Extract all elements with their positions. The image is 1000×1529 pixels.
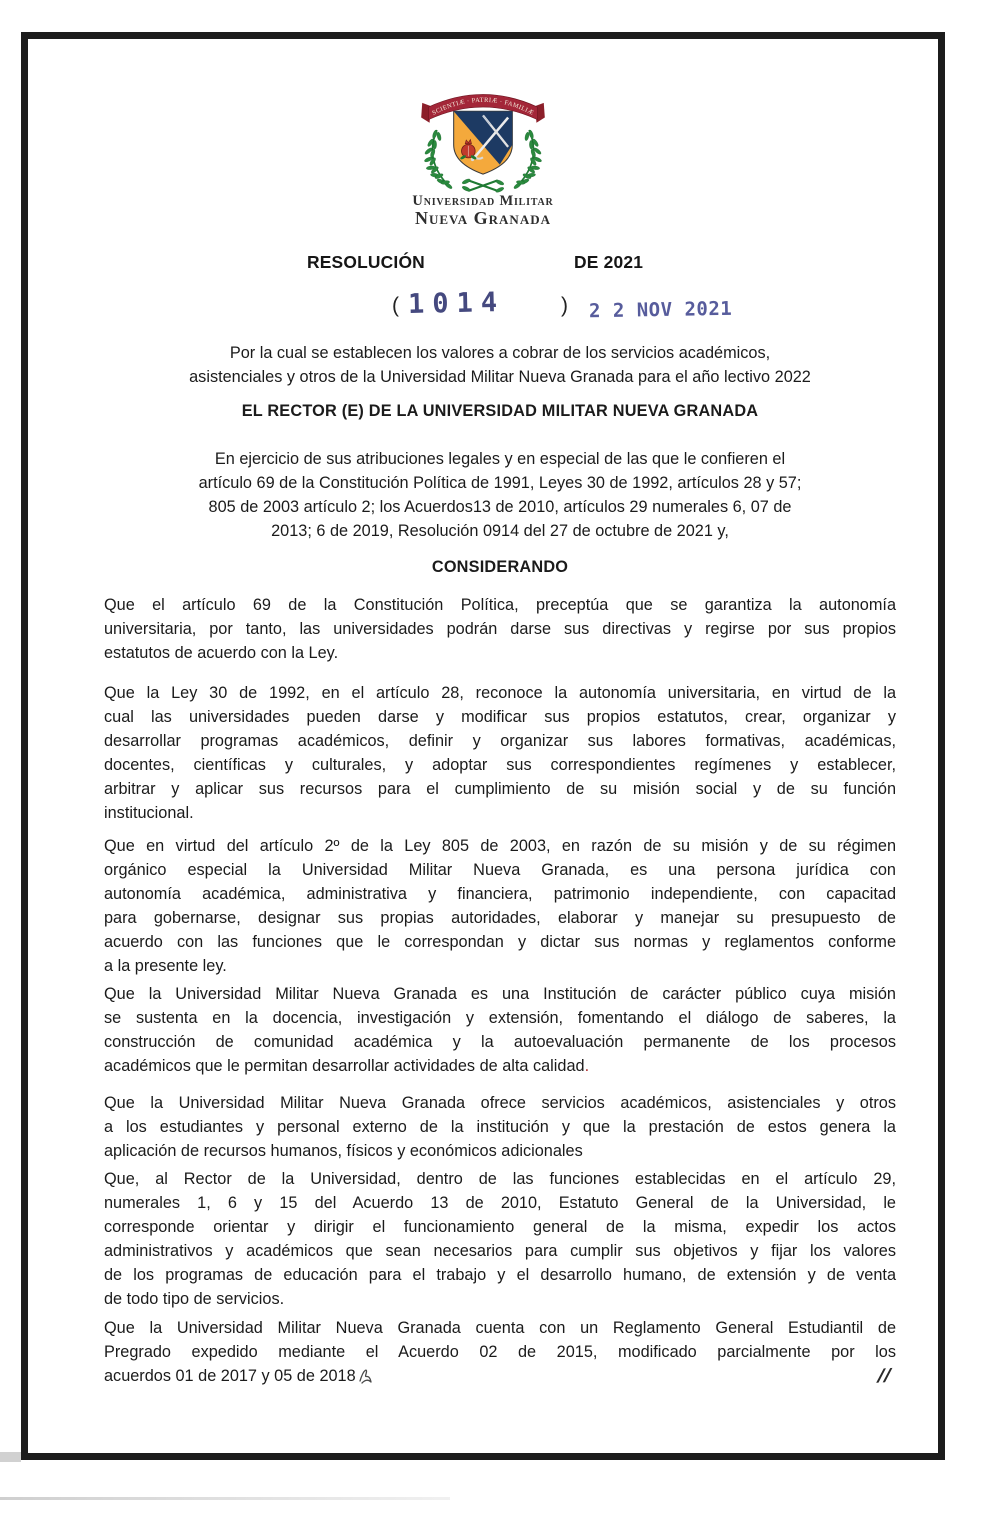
university-crest-logo: [398, 84, 568, 228]
considering-heading: CONSIDERANDO: [431, 558, 569, 576]
paragraph-4-last-line: [104, 1054, 896, 1078]
considering-paragraph-6: Que, al Rector de la Universidad, dentro de las funciones establecidas en el artículo 29, numerales 1, 6 y 15 del Acuerdo 13 de 2010, Estatuto General de la Universidad, le corresponde orientar y dirigir el funcionamiento general de la misma, expedir los actos administrativos y académicos que sean necesarios para cumplir sus objetivos y fijar los valores de los programas de educación para el trabajo y el desarrollo humano, de extensión y de venta de todo tipo de servicios.: [104, 1170, 896, 1308]
resolution-year-label: DE 2021: [574, 252, 644, 272]
scan-line-artifact: [0, 1497, 450, 1500]
paren-close: ): [561, 294, 568, 317]
paragraph-7-last-text: acuerdos 01 de 2017 y 05 de 2018: [104, 1367, 356, 1385]
paren-open: (: [392, 294, 399, 317]
considering-paragraph-1: Que el artículo 69 de la Constitución Política, preceptúa que se garantiza la autonomía universitaria, por tanto, las universidades podrán darse sus directivas y regirse por sus propios estatutos de acuerdo con la Ley.: [104, 596, 896, 662]
paragraph-4-body: Que la Universidad Militar Nueva Granada es una Institución de carácter público cuya misión se sustenta en la docencia, investigación y extensión, fomentando el diálogo de saberes, la construcción de comunidad académica y la autoevaluación permanente de los procesos: [104, 985, 896, 1051]
crest-graphic: [420, 84, 546, 194]
paragraph-4-last-text: académicos que le permitan desarrollar actividades de alta calidad: [104, 1057, 585, 1075]
considering-paragraph-5: Que la Universidad Militar Nueva Granada ofrece servicios académicos, asistenciales y otros a los estudiantes y personal externo de la institución y que la prestación de estos genera la aplicación de recursos humanos, físicos y económicos adicionales: [104, 1094, 896, 1160]
paragraph-7-body: Que la Universidad Militar Nueva Granada cuenta con un Reglamento General Estudiantil de Pregrado expedido mediante el Acuerdo 02 de 2015, modificado parcialmente por los: [104, 1319, 896, 1361]
page-continuation-mark: //: [874, 1365, 895, 1388]
scan-smear-artifact: [0, 1452, 21, 1462]
red-period: .: [584, 1057, 590, 1075]
resolution-title: RESOLUCIÓN: [307, 252, 425, 272]
university-name-line1: Universidad Militar: [412, 193, 554, 209]
authority-heading: EL RECTOR (E) DE LA UNIVERSIDAD MILITAR NUEVA GRANADA: [241, 402, 759, 420]
considering-paragraph-2: Que la Ley 30 de 1992, en el artículo 28, reconoce la autonomía universitaria, en virtud de la cual las universidades pueden darse y modificar sus propios estatutos, crear, organizar y desarrollar programas académicos, definir y organizar sus labores formativas, académicas, docentes, científicas y culturales, y adoptar sus correspondientes regímenes y establecer, arbitrar y aplicar sus recursos para el cumplimiento de su misión social y de su función institucional.: [104, 684, 896, 822]
paragraph-7-last-line: [104, 1364, 896, 1388]
preamble-paragraph: En ejercicio de sus atribuciones legales y en especial de las que le confieren el artículo 69 de la Constitución Política de 1991, Leyes 30 de 1992, artículos 28 y 57; 805 de 2003 artículo 2; los Acuerdos13 de 2010, artículos 29 numerales 6, 07 de 2013; 6 de 2019, Resolución 0914 del 27 de octubre de 2021 y,: [198, 450, 802, 540]
handwritten-rubric-icon: [358, 1366, 373, 1385]
university-name-line2: Nueva Granada: [415, 208, 551, 228]
banner-motto-text: SCIENTIÆ · PATRIÆ · FAMILIÆ: [431, 96, 535, 117]
date-stamp: 2 2 NOV 2021: [588, 297, 733, 323]
considering-paragraph-3: Que en virtud del artículo 2º de la Ley 805 de 2003, en razón de su misión y de su régimen orgánico especial la Universidad Militar Nueva Granada, es una persona jurídica con autonomía académica, administrativa y financiera, patrimonio independiente, con capacitad para gobernarse, designar sus propias autoridades, elaborar y manejar su presupuesto de acuerdo con las funciones que le correspondan y dictar sus normas y reglamentos conforme a la presente ley.: [104, 837, 896, 975]
subject-paragraph: Por la cual se establecen los valores a cobrar de los servicios académicos, asistenciales y otros de la Universidad Militar Nueva Granada para el año lectivo 2022: [189, 344, 811, 386]
shield-icon: [454, 111, 513, 174]
resolution-number-stamp: 1014: [407, 286, 506, 321]
